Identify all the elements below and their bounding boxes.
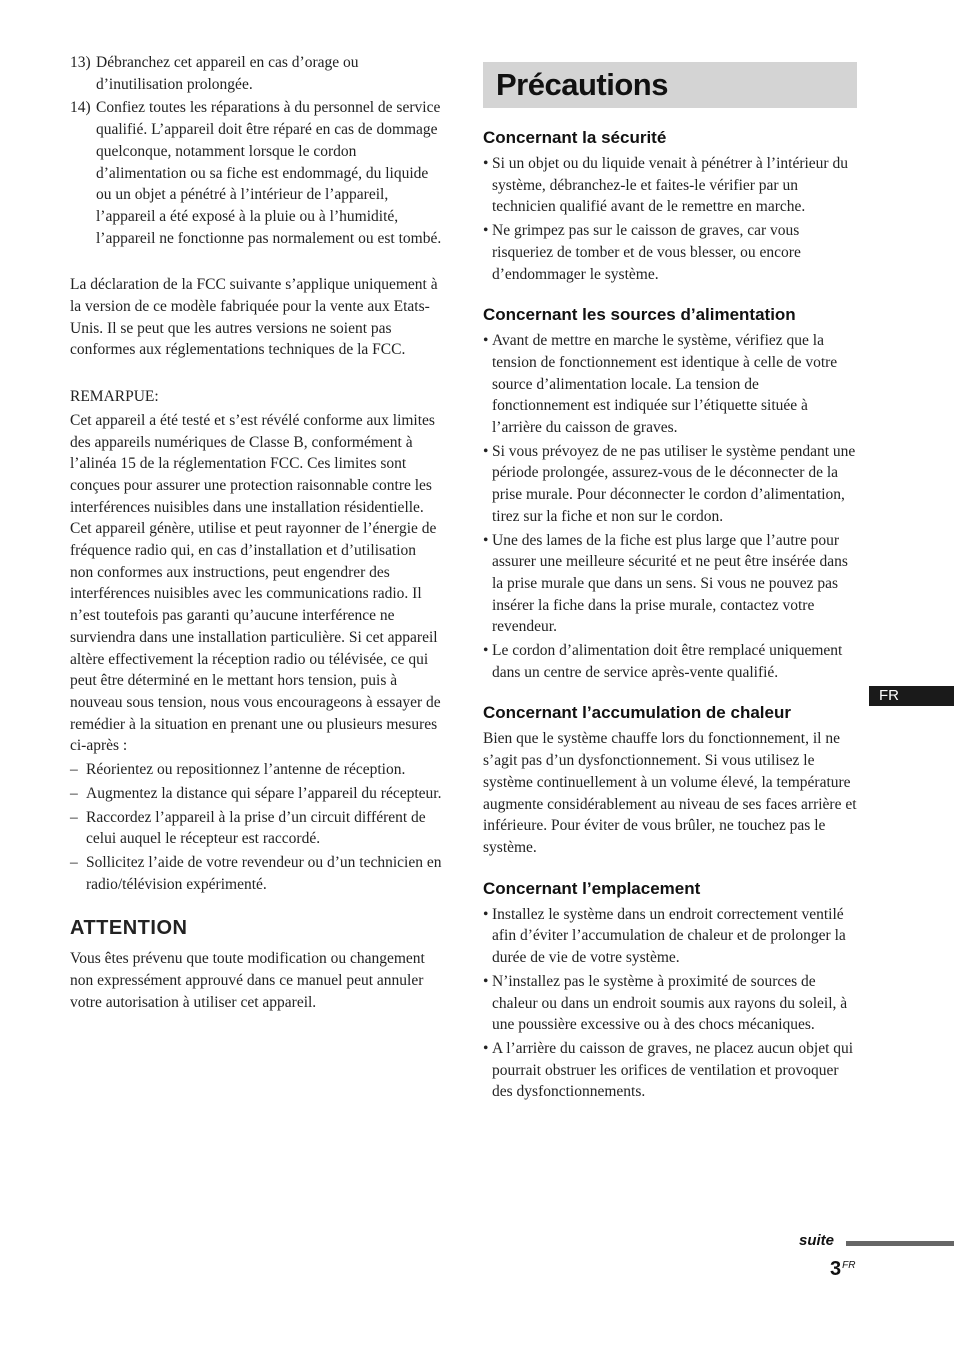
remark-label: REMARPUE:	[70, 388, 159, 406]
list-item-text: A l’arrière du caisson de graves, ne placez aucun objet qui pourrait obstruer les orifices de ventilation et provoquer des dysfonctionnements.	[492, 1039, 854, 1101]
list-item-text: N’installez pas le système à proximité de sources de chaleur ou dans un endroit soumis aux rayons du soleil, à une poussière excessive ou à des chocs mécaniques.	[492, 972, 848, 1034]
attention-heading: ATTENTION	[70, 917, 188, 940]
list-item: • Une des lames de la fiche est plus large que l’autre pour assurer une meilleure sécurité et ne peut être insérée dans la prise murale que dans un sens. Si vous ne pouvez pas insérer la fiche dans la prise murale, contactez votre revendeur.	[483, 530, 857, 639]
language-tab: FR	[869, 686, 954, 706]
page-number-value: 3	[830, 1258, 842, 1280]
numbered-item	[70, 97, 442, 249]
heading-securite: Concernant la sécurité	[483, 128, 667, 147]
right-column	[483, 52, 857, 1103]
measure-text: Raccordez l’appareil à la prise d’un circuit différent de celui auquel le récepteur est raccordé.	[86, 808, 426, 848]
continued-label: suite	[799, 1232, 835, 1249]
list-item-text: Si vous prévoyez de ne pas utiliser le système pendant une période prolongée, assurez-vous de le déconnecter de la prise murale. Pour déconnecter le cordon d’alimentation, tirez sur la fiche et non sur le cordon.	[492, 442, 856, 525]
list-item-text: Installez le système dans un endroit correctement ventilé afin d’éviter l’accumulation de chaleur et de prolonger la durée de vie de votre système.	[492, 905, 846, 967]
measure-item: – Réorientez ou repositionnez l’antenne de réception.	[70, 759, 442, 781]
list-item: • A l’arrière du caisson de graves, ne placez aucun objet qui pourrait obstruer les orifices de ventilation et provoquer des dysfonctionnements.	[483, 1038, 857, 1103]
page-number	[830, 1258, 855, 1281]
list-item: • Si vous prévoyez de ne pas utiliser le système pendant une période prolongée, assurez-vous de le déconnecter de la prise murale. Pour déconnecter le cordon d’alimentation, tirez sur la fiche et non sur le cordon.	[483, 441, 857, 528]
item-text: Débranchez cet appareil en cas d’orage ou d’inutilisation prolongée.	[96, 54, 359, 93]
list-item: • Avant de mettre en marche le système, vérifiez que la tension de fonctionnement est identique à celle de votre source d’alimentation locale. La tension de fonctionnement est indiquée sur l’étiquette située à l’arrière du caisson de graves.	[483, 330, 857, 439]
measure-text: Réorientez ou repositionnez l’antenne de réception.	[86, 761, 406, 779]
item-text: Confiez toutes les réparations à du personnel de service qualifié. L’appareil doit être réparé en cas de dommage quelconque, notamment lorsque le cordon d’alimentation ou sa fiche est endommagé, du liquide ou un objet a pénétré à l’intérieur de l’appareil, l’appareil a été exposé à la pluie ou à l’humidité, l’appareil ne fonctionne pas normalement ou est tombé.	[96, 99, 442, 247]
list-item-text: Ne grimpez pas sur le caisson de graves, car vous risqueriez de tomber et de vous blesser, ou encore d’endommager le système.	[492, 222, 801, 283]
left-column	[70, 52, 442, 1013]
continued-bar	[846, 1241, 954, 1246]
measure-item: – Augmentez la distance qui sépare l’appareil du récepteur.	[70, 783, 442, 805]
item-number: 13)	[70, 54, 91, 71]
list-item-text: Si un objet ou du liquide venait à pénétrer à l’intérieur du système, débranchez-le et faites-le vérifier par un technicien qualifié avant de le remettre en marche.	[492, 155, 848, 216]
heading-chaleur: Concernant l’accumulation de chaleur	[483, 703, 791, 723]
item-number: 14)	[70, 99, 91, 117]
list-item: • Le cordon d’alimentation doit être remplacé uniquement dans un centre de service après-vente qualifié.	[483, 640, 857, 683]
measure-text: Augmentez la distance qui sépare l’appareil du récepteur.	[86, 784, 442, 802]
heading-emplacement: Concernant l’emplacement	[483, 878, 701, 898]
list-item: • Si un objet ou du liquide venait à pénétrer à l’intérieur du système, débranchez-le et faites-le vérifier par un technicien qualifié avant de le remettre en marche.	[483, 153, 857, 218]
list-item: • Installez le système dans un endroit correctement ventilé afin d’éviter l’accumulation de chaleur et de prolonger la durée de vie de votre système.	[483, 904, 857, 969]
list-item: • Ne grimpez pas sur le caisson de graves, car vous risqueriez de tomber et de vous blesser, ou encore d’endommager le système.	[483, 220, 857, 285]
page-number-suffix: FR	[842, 1260, 856, 1271]
attention-text: Vous êtes prévenu que toute modification ou changement non expressément approuvé dans ce manuel peut annuler votre autorisation à utiliser cet appareil.	[70, 950, 425, 1011]
measure-item: – Sollicitez l’aide de votre revendeur ou d’un technicien en radio/télévision expérimenté.	[70, 852, 442, 895]
heading-alimentation: Concernant les sources d’alimentation	[483, 305, 796, 325]
fcc-paragraph: La déclaration de la FCC suivante s’applique uniquement à la version de ce modèle fabriquée pour la vente aux Etats-Unis. Il se peut que les autres versions ne soient pas conformes aux réglementations techniques de la FCC.	[70, 276, 438, 359]
remark-text: Cet appareil a été testé et s’est révélé conforme aux limites des appareils numériques de Classe B, conformément à l’alinéa 15 de la réglementation FCC. Ces limites sont conçues pour assurer une protection raisonnable contre les interférences nuisibles dans une installation résidentielle. Cet appareil génère, utilise et peut rayonner de l’énergie de fréquence radio qui, en cas d’installation et d’utilisation non conformes aux instructions, peut engendrer des interférences nuisibles avec les communications radio. Il n’est toutefois pas garanti qu’aucune interférence ne surviendra dans une installation particulière. Si cet appareil altère effectivement la réception radio ou télévisée, ce qui peut être déterminé en le mettant hors tension, puis à nouveau sous tension, nous vous encourageons à essayer de remédier à la situation en prenant une ou plusieurs mesures ci-après :	[70, 411, 441, 755]
numbered-item	[70, 52, 442, 95]
list-item-text: Le cordon d’alimentation doit être remplacé uniquement dans un centre de service après-vente qualifié.	[492, 642, 843, 681]
section-title: Précautions	[483, 62, 857, 108]
list-item-text: Une des lames de la fiche est plus large que l’autre pour assurer une meilleure sécurité et ne peut être insérée dans la prise murale que dans un sens. Si vous ne pouvez pas insérer la fiche dans la prise murale, contactez votre revendeur.	[492, 531, 848, 636]
list-item-text: Avant de mettre en marche le système, vérifiez que la tension de fonctionnement est identique à celle de votre source d’alimentation locale. La tension de fonctionnement est indiquée sur l’étiquette située à l’arrière du caisson de graves.	[492, 332, 838, 437]
measure-item: – Raccordez l’appareil à la prise d’un circuit différent de celui auquel le récepteur est raccordé.	[70, 807, 442, 850]
measure-text: Sollicitez l’aide de votre revendeur ou d’un technicien en radio/télévision expérimenté.	[86, 853, 442, 893]
chaleur-text: Bien que le système chauffe lors du fonctionnement, il ne s’agit pas d’un dysfonctionnement. Si vous utilisez le système continuellement à un volume élevé, la température augmente considérablement au niveau de ses faces arrière et inférieure. Pour éviter de vous brûler, ne touchez pas le système.	[483, 730, 857, 856]
list-item: • N’installez pas le système à proximité de sources de chaleur ou dans un endroit soumis aux rayons du soleil, à une poussière excessive ou à des chocs mécaniques.	[483, 971, 857, 1036]
